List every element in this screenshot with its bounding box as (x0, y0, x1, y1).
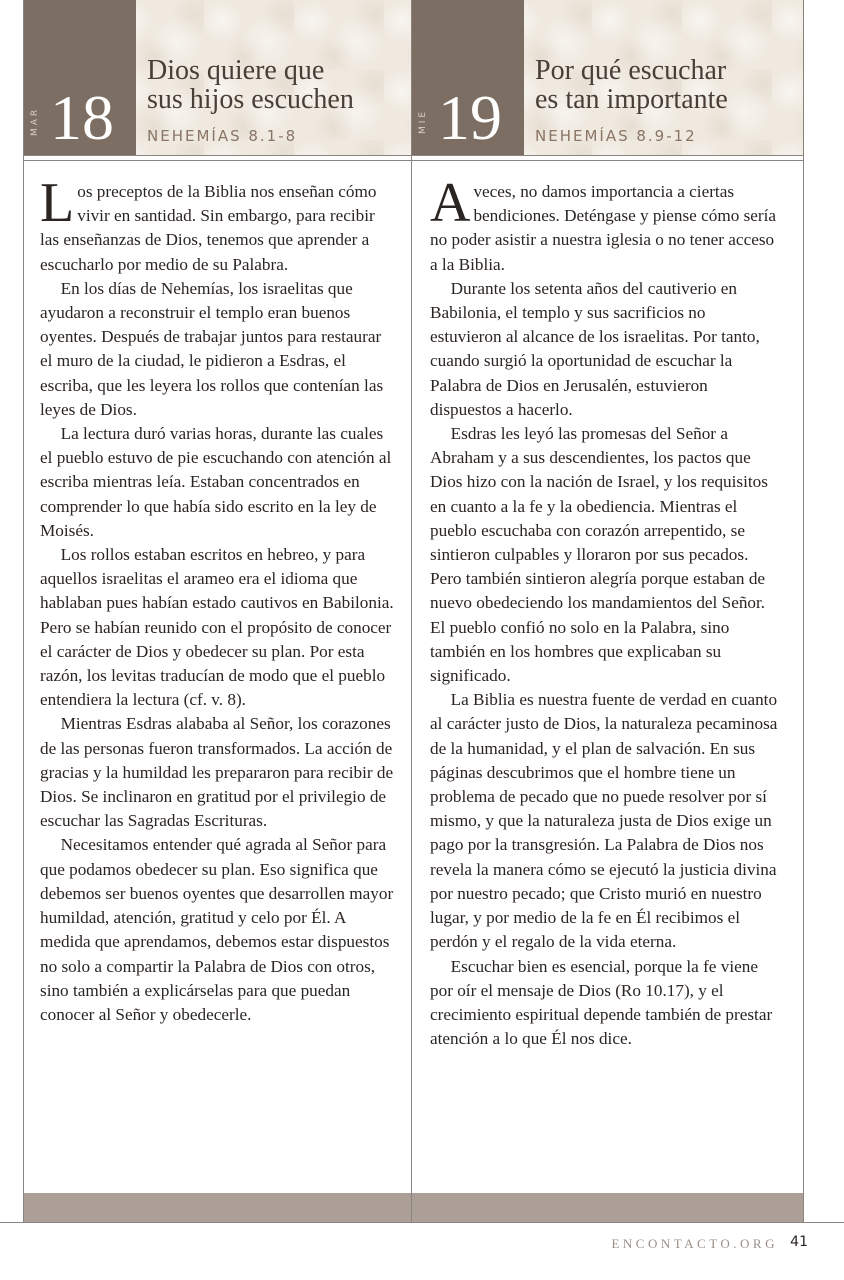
devotional-day-19 (411, 0, 804, 1222)
paragraph: La Biblia es nuestra fuente de verdad en cuanto al carácter justo de Dios, la naturaleza pecaminosa de la humanidad, y el plan de salvación. En sus páginas descubrimos que el hombre tiene un problema de pecado que no puede resolver por sí mismo, y que la naturaleza justa de Dios exige un pago por la transgresión. La Palabra de Dios nos revela la manera cómo se ejecutó la justicia divina por nuestro pecado; que Cristo murió en nuestro lugar, y por medio de la fe en Él recibimos el perdón y el regalo de la vida eterna. (430, 690, 778, 952)
paragraph: En los días de Nehemías, los israelitas que ayudaron a reconstruir el templo eran buenos oyentes. Después de trabajar juntos para restaurar el muro de la ciudad, le pidieron a Esdras, el escriba, que les leyera los rollos que contenían las leyes de Dios. (40, 278, 384, 419)
paragraph (430, 172, 780, 277)
devotional-title (535, 56, 728, 114)
day-number: 18 (50, 82, 114, 153)
title-line-2: sus hijos escuchen (147, 84, 354, 115)
header-divider-thin (412, 160, 803, 161)
title-line-2: es tan importante (535, 84, 728, 115)
paragraph: La lectura duró varias horas, durante las cuales el pueblo estuvo de pie escuchando con atención al escriba mientras leía. Estaban concentrados en comprender lo que había sido escrito en la ley de Moisés. (40, 424, 392, 540)
column-footer-bar (412, 1193, 803, 1222)
day-header (412, 0, 803, 155)
drop-cap: L (40, 172, 75, 234)
devotional-title (147, 56, 354, 114)
day-abbreviation: MAR (30, 106, 40, 136)
drop-cap: A (430, 172, 471, 234)
date-box (412, 0, 524, 155)
page-bottom-rule (0, 1222, 844, 1223)
devotional-day-18 (23, 0, 412, 1222)
paragraph (40, 172, 396, 277)
paragraph-text: os preceptos de la Biblia nos enseñan cómo vivir en santidad. Sin embargo, para recibir las enseñanzas de Dios, tenemos que aprender a escucharlo por medio de su Palabra. (40, 182, 377, 274)
date-box (24, 0, 136, 155)
footer-website: ENCONTACTO.ORG (611, 1236, 778, 1251)
paragraph-text: veces, no damos importancia a ciertas bendiciones. Deténgase y piense cómo sería no poder asistir a nuestra iglesia o no tener acceso a la Biblia. (430, 182, 777, 274)
devotional-body (40, 172, 396, 1027)
paragraph: Durante los setenta años del cautiverio en Babilonia, el templo y sus sacrificios no estuvieron al alcance de los israelitas. Por tanto, cuando surgió la oportunidad de escuchar la Palabra de Dios en Jerusalén, estuvieron dispuestos a hacerlo. (430, 278, 760, 419)
scripture-reference: NEHEMÍAS 8.9-12 (535, 127, 697, 145)
header-divider (412, 155, 803, 156)
day-header (24, 0, 412, 155)
scripture-reference: NEHEMÍAS 8.1-8 (147, 127, 298, 145)
devotional-body (430, 172, 780, 1051)
paragraph: Necesitamos entender qué agrada al Señor para que podamos obedecer su plan. Eso significa que debemos ser buenos oyentes que desarrollen mayor humildad, atención, gratitud y celo por Él. A medida que aprendamos, debemos estar dispuestos no solo a compartir la Palabra de Dios con otros, sino también a explicárselas para que puedan conocer al Señor y obedecerle. (40, 835, 394, 1024)
day-number: 19 (438, 82, 502, 153)
paragraph: Los rollos estaban escritos en hebreo, y para aquellos israelitas el arameo era el idioma que hablaban pues habían estado cautivos en Babilonia. Pero se habían reunido con el propósito de conocer el carácter de Dios y obedecer su plan. Por esta razón, los levitas traducían de modo que el pueblo entendiera la lectura (cf. v. 8). (40, 545, 394, 710)
header-divider (24, 155, 412, 156)
paragraph: Escuchar bien es esencial, porque la fe viene por oír el mensaje de Dios (Ro 10.17), y el crecimiento espiritual depende también de prestar atención a lo que Él nos dice. (430, 956, 773, 1049)
paragraph: Esdras les leyó las promesas del Señor a Abraham y a sus descendientes, los pactos que Dios hizo con la nación de Israel, y los requisitos en cuanto a la fe y la obediencia. Mientras el pueblo escuchaba con corazón arrepentido, se sintieron culpables y lloraron por sus pecados. Pero también sintieron alegría porque estaban de nuevo obedeciendo los mandamientos del Señor. El pueblo confió no solo en la Palabra, sino también en los hombres que explicaban su significado. (430, 424, 768, 686)
page-number: 41 (790, 1234, 808, 1250)
paragraph: Mientras Esdras alababa al Señor, los corazones de las personas fueron transformados. La acción de gracias y la humildad les prepararon para recibir de Dios. Se inclinaron en gratitud por el privilegio de escuchar las Sagradas Escrituras. (40, 714, 394, 831)
column-footer-bar (24, 1193, 412, 1222)
title-line-1: Por qué escuchar (535, 55, 727, 86)
title-line-1: Dios quiere que (147, 55, 325, 86)
day-abbreviation: MIE (418, 108, 428, 134)
header-divider-thin (24, 160, 412, 161)
